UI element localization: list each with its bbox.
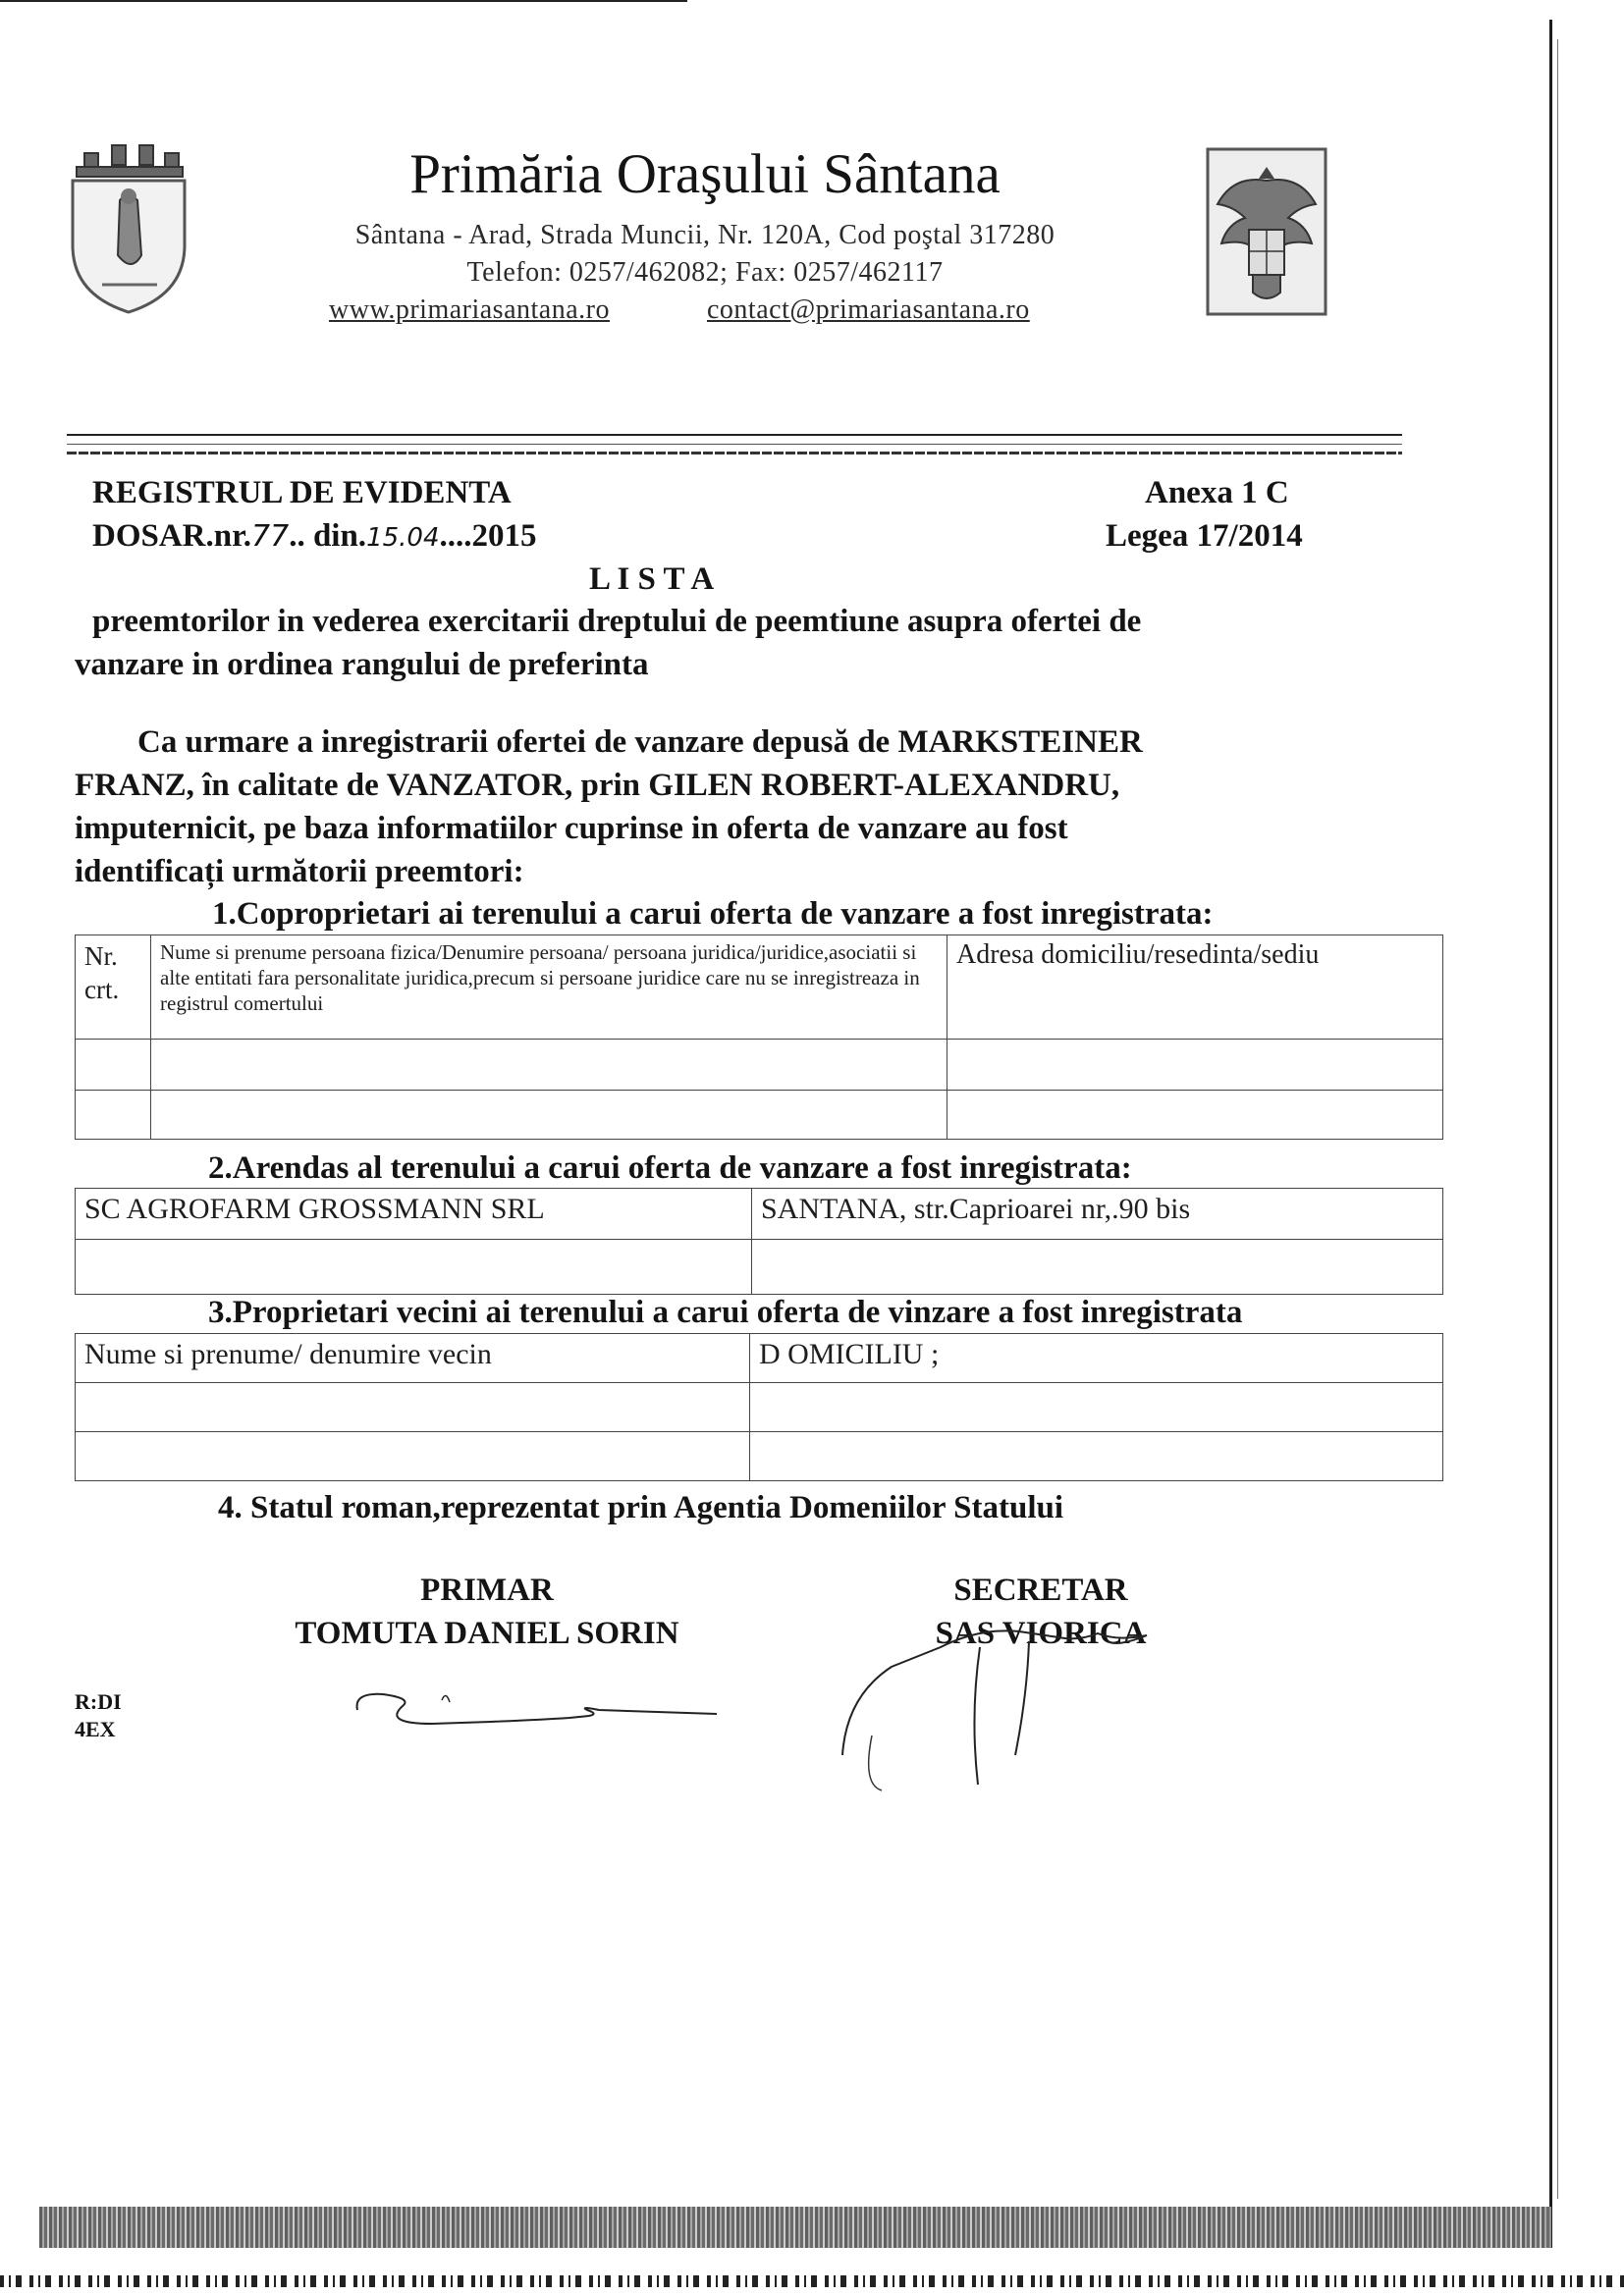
scan-edge-right [1549,20,1552,2248]
header-rule-1 [67,434,1402,436]
mayor-signature-icon [344,1681,736,1739]
annex-label: Anexa 1 C [1145,475,1289,510]
scan-edge-top [0,0,687,2]
tenant-table [75,1188,1443,1295]
intro-line3: imputernicit, pe baza informatiilor cuprinse in oferta de vanzare au fost [75,811,1068,846]
website-link[interactable]: www.primariasantana.ro [329,294,610,325]
table-row [76,1091,1443,1140]
secretary-signature-icon [823,1608,1186,1794]
list-heading: L I S T A [589,561,715,597]
secretary-name: SAS VIORICA [935,1616,1147,1651]
intro-line4: identificați următorii preemtori: [75,854,524,889]
column-header-neighbor-name: Nume si prenume/ denumire vecin [76,1334,750,1383]
intro-line1: Ca urmare a inregistrarii ofertei de vanzare depusă de MARKSTEINER [137,724,1143,760]
list-subtitle-line1: preemtorilor in vederea exercitarii dreptului de peemtiune asupra ofertei de [92,604,1142,639]
table-row [76,1189,1443,1240]
section1-heading: 1.Coproprietari ai terenului a carui oferta de vanzare a fost inregistrata: [212,896,1214,932]
city-crest-icon [63,137,194,316]
table-row [76,1383,1443,1432]
header-rule-2 [67,444,1402,445]
ref-code-1: R:DI [75,1689,122,1714]
table-row [76,1432,1443,1481]
table-row [76,1240,1443,1295]
column-header-name: Nume si prenume persoana fizica/Denumire persoana/ persoana juridica/juridice,asociatii si alte entitati fara personalitate juridica,precum si persoane juridice care nu se inregistreaza in registrul comertului [151,935,947,1040]
tenant-name: SC AGROFARM GROSSMANN SRL [76,1189,752,1240]
registry-label: REGISTRUL DE EVIDENTA [92,475,512,510]
column-header-domicile: D OMICILIU ; [750,1334,1443,1383]
ref-code-2: 4EX [75,1717,116,1741]
table-row [76,1040,1443,1091]
section4-text: 4. Statul roman,reprezentat prin Agentia Domeniilor Statului [218,1490,1064,1525]
secretary-title: SECRETAR [953,1573,1128,1608]
law-label: Legea 17/2014 [1106,518,1303,554]
scan-edge-bottom [39,2207,1551,2248]
intro-line2: FRANZ, în calitate de VANZATOR, prin GILEN ROBERT-ALEXANDRU, [75,768,1120,803]
scan-edge-right-faint [1557,39,1558,2199]
dossier-prefix: DOSAR.nr. [92,518,251,554]
dossier-line: DOSAR.nr.77.. din.15.04....2015 [92,518,537,554]
institution-phone: Telefon: 0257/462082; Fax: 0257/462117 [466,257,944,288]
institution-title: Primăria Oraşului Sântana [409,143,1001,205]
coowners-table [75,934,1443,1140]
section3-heading: 3.Proprietari vecini ai terenului a carui oferta de vinzare a fost inregistrata [208,1295,1243,1330]
mayor-name: TOMUTA DANIEL SORIN [295,1616,679,1651]
neighbors-table [75,1333,1443,1481]
dossier-year: 2015 [471,518,537,554]
mayor-title: PRIMAR [420,1573,554,1608]
column-header-nr: Nr. crt. [76,935,151,1040]
dossier-date: 15.04 [366,523,440,553]
table-header-row [76,1334,1443,1383]
header-rule-3 [67,452,1402,454]
list-subtitle-line2: vanzare in ordinea rangului de preferinta [75,647,649,682]
national-coat-of-arms-icon [1204,145,1329,318]
date-label: din. [312,518,367,554]
column-header-address: Adresa domiciliu/resedinta/sediu [947,935,1443,1040]
section2-heading: 2.Arendas al terenului a carui oferta de vanzare a fost inregistrata: [208,1150,1132,1186]
table-header-row [76,935,1443,1040]
scan-perforation [0,2275,1624,2287]
tenant-address: SANTANA, str.Caprioarei nr,.90 bis [752,1189,1443,1240]
email-link[interactable]: contact@primariasantana.ro [707,294,1030,325]
institution-address: Sântana - Arad, Strada Muncii, Nr. 120A, Cod poştal 317280 [354,220,1056,250]
dossier-number: 77 [251,519,290,554]
